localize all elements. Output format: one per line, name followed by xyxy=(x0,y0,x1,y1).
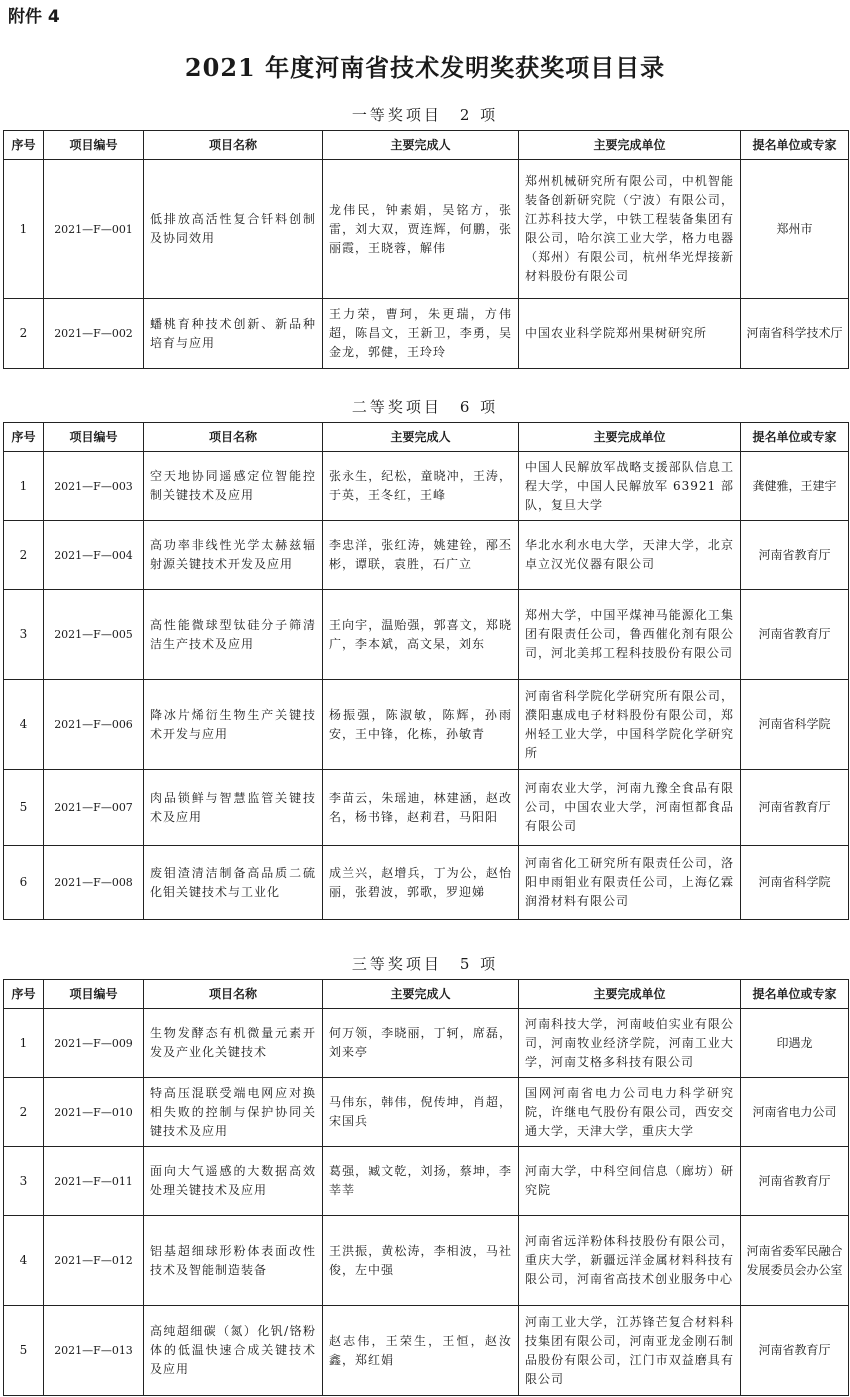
project-code-cell: 2021—F—006 xyxy=(44,680,144,770)
project-code-cell: 2021—F—009 xyxy=(44,1009,144,1078)
project-name-cell: 高纯超细碳（氮）化钒/铬粉体的低温快速合成关键技术及应用 xyxy=(144,1306,323,1396)
attachment-label: 附件 4 xyxy=(8,7,60,27)
main-contributors-cell: 杨振强，陈淑敏，陈辉，孙雨安，王中锋，化栋，孙敏青 xyxy=(323,680,519,770)
column-header: 项目名称 xyxy=(144,423,323,452)
main-units-cell: 国网河南省电力公司电力科学研究院，许继电气股份有限公司，西安交通大学，天津大学，重庆大学 xyxy=(519,1078,741,1147)
main-contributors-cell: 王力荣，曹珂，朱更瑞，方伟超，陈昌文，王新卫，李勇，吴金龙，郭健，王玲玲 xyxy=(323,299,519,369)
project-name-cell: 蟠桃育种技术创新、新品种培育与应用 xyxy=(144,299,323,369)
nominator-cell: 河南省教育厅 xyxy=(741,1306,849,1396)
nominator-cell: 河南省科学院 xyxy=(741,680,849,770)
main-contributors-cell: 王洪振，黄松涛，李相波，马社俊，左中强 xyxy=(323,1216,519,1306)
main-contributors-cell: 李苗云，朱瑶迪，林建涵，赵改名，杨书锋，赵莉君，马阳阳 xyxy=(323,770,519,846)
column-header: 项目编号 xyxy=(44,980,144,1009)
column-header: 主要完成人 xyxy=(323,980,519,1009)
row-number-cell: 1 xyxy=(4,452,44,521)
award-table xyxy=(3,130,849,369)
project-code-cell: 2021—F—013 xyxy=(44,1306,144,1396)
row-number-cell: 1 xyxy=(4,160,44,299)
nominator-cell: 河南省教育厅 xyxy=(741,1147,849,1216)
column-header: 提名单位或专家 xyxy=(741,131,849,160)
main-contributors-cell: 成兰兴，赵增兵，丁为公，赵怡丽，张碧波，郭歌，罗迎娣 xyxy=(323,846,519,920)
row-number-cell: 3 xyxy=(4,590,44,680)
column-header: 主要完成单位 xyxy=(519,423,741,452)
section-heading: 三等奖项目 5 项 xyxy=(351,955,499,973)
column-header: 序号 xyxy=(4,423,44,452)
nominator-cell: 龚健雅，王建宇 xyxy=(741,452,849,521)
main-contributors-cell: 李忠洋，张红涛，姚建铨，邴丕彬，谭联，袁胜，石广立 xyxy=(323,521,519,590)
nominator-cell: 河南省教育厅 xyxy=(741,770,849,846)
main-contributors-cell: 何万领，李晓丽，丁轲，席磊，刘来亭 xyxy=(323,1009,519,1078)
column-header: 提名单位或专家 xyxy=(741,423,849,452)
main-units-cell: 河南工业大学，江苏锋芒复合材料科技集团有限公司，河南亚龙金刚石制品股份有限公司，江门市双益磨具有限公司 xyxy=(519,1306,741,1396)
column-header: 主要完成单位 xyxy=(519,131,741,160)
project-code-cell: 2021—F—010 xyxy=(44,1078,144,1147)
table-row xyxy=(4,521,849,590)
project-code-cell: 2021—F—003 xyxy=(44,452,144,521)
table-header-row xyxy=(4,423,849,452)
main-units-cell: 河南省科学院化学研究所有限公司，濮阳惠成电子材料股份有限公司，郑州轻工业大学，中国科学院化学研究所 xyxy=(519,680,741,770)
main-units-cell: 中国农业科学院郑州果树研究所 xyxy=(519,299,741,369)
main-contributors-cell: 赵志伟，王荣生，王恒，赵汝鑫，郑红娟 xyxy=(323,1306,519,1396)
main-contributors-cell: 葛强，臧文乾，刘扬，蔡坤，李莘莘 xyxy=(323,1147,519,1216)
row-number-cell: 5 xyxy=(4,1306,44,1396)
row-number-cell: 2 xyxy=(4,521,44,590)
main-units-cell: 河南大学，中科空间信息（廊坊）研究院 xyxy=(519,1147,741,1216)
row-number-cell: 4 xyxy=(4,680,44,770)
column-header: 主要完成单位 xyxy=(519,980,741,1009)
table-row xyxy=(4,590,849,680)
section-heading: 一等奖项目 2 项 xyxy=(351,106,499,124)
table-row xyxy=(4,1009,849,1078)
row-number-cell: 2 xyxy=(4,299,44,369)
project-name-cell: 空天地协同遥感定位智能控制关键技术及应用 xyxy=(144,452,323,521)
award-table xyxy=(3,422,849,920)
project-code-cell: 2021—F—008 xyxy=(44,846,144,920)
column-header: 项目编号 xyxy=(44,131,144,160)
main-units-cell: 河南省化工研究所有限责任公司，洛阳申雨钼业有限责任公司，上海亿霖润滑材料有限公司 xyxy=(519,846,741,920)
project-code-cell: 2021—F—011 xyxy=(44,1147,144,1216)
main-units-cell: 华北水利水电大学，天津大学，北京卓立汉光仪器有限公司 xyxy=(519,521,741,590)
main-units-cell: 郑州机械研究所有限公司，中机智能装备创新研究院（宁波）有限公司，江苏科技大学，中铁工程装备集团有限公司，哈尔滨工业大学，格力电器（郑州）有限公司，杭州华光焊接新材料股份有限公司 xyxy=(519,160,741,299)
column-header: 项目编号 xyxy=(44,423,144,452)
table-row xyxy=(4,846,849,920)
main-units-cell: 郑州大学，中国平煤神马能源化工集团有限责任公司，鲁西催化剂有限公司，河北美邦工程科技股份有限公司 xyxy=(519,590,741,680)
table-row xyxy=(4,160,849,299)
project-name-cell: 面向大气遥感的大数据高效处理关键技术及应用 xyxy=(144,1147,323,1216)
project-code-cell: 2021—F—004 xyxy=(44,521,144,590)
project-name-cell: 肉品锁鲜与智慧监管关键技术及应用 xyxy=(144,770,323,846)
row-number-cell: 2 xyxy=(4,1078,44,1147)
nominator-cell: 印遇龙 xyxy=(741,1009,849,1078)
nominator-cell: 河南省委军民融合发展委员会办公室 xyxy=(741,1216,849,1306)
main-contributors-cell: 马伟东，韩伟，倪传坤，肖超，宋国兵 xyxy=(323,1078,519,1147)
table-row xyxy=(4,1216,849,1306)
row-number-cell: 5 xyxy=(4,770,44,846)
column-header: 序号 xyxy=(4,131,44,160)
main-units-cell: 河南省远洋粉体科技股份有限公司，重庆大学，新疆远洋金属材料科技有限公司，河南省高技术创业服务中心 xyxy=(519,1216,741,1306)
project-name-cell: 特高压混联受端电网应对换相失败的控制与保护协同关键技术及应用 xyxy=(144,1078,323,1147)
table-row xyxy=(4,1306,849,1396)
project-name-cell: 低排放高活性复合钎料创制及协同效用 xyxy=(144,160,323,299)
column-header: 主要完成人 xyxy=(323,131,519,160)
column-header: 主要完成人 xyxy=(323,423,519,452)
nominator-cell: 郑州市 xyxy=(741,160,849,299)
section-heading: 二等奖项目 6 项 xyxy=(351,398,499,416)
nominator-cell: 河南省电力公司 xyxy=(741,1078,849,1147)
award-table xyxy=(3,979,849,1396)
project-name-cell: 铝基超细球形粉体表面改性技术及智能制造装备 xyxy=(144,1216,323,1306)
project-code-cell: 2021—F—012 xyxy=(44,1216,144,1306)
table-row xyxy=(4,770,849,846)
column-header: 项目名称 xyxy=(144,980,323,1009)
project-code-cell: 2021—F—007 xyxy=(44,770,144,846)
row-number-cell: 6 xyxy=(4,846,44,920)
main-units-cell: 河南科技大学，河南岐伯实业有限公司，河南牧业经济学院，河南工业大学，河南艾格多科技有限公司 xyxy=(519,1009,741,1078)
page-title: 2021 年度河南省技术发明奖获奖项目目录 xyxy=(184,53,666,82)
main-contributors-cell: 王向宇，温贻强，郭喜文，郑晓广，李本斌，高文杲，刘东 xyxy=(323,590,519,680)
table-row xyxy=(4,1147,849,1216)
project-name-cell: 生物发酵态有机微量元素开发及产业化关键技术 xyxy=(144,1009,323,1078)
row-number-cell: 4 xyxy=(4,1216,44,1306)
project-name-cell: 高功率非线性光学太赫兹辐射源关键技术开发及应用 xyxy=(144,521,323,590)
table-row xyxy=(4,452,849,521)
row-number-cell: 3 xyxy=(4,1147,44,1216)
project-code-cell: 2021—F—001 xyxy=(44,160,144,299)
column-header: 序号 xyxy=(4,980,44,1009)
column-header: 项目名称 xyxy=(144,131,323,160)
project-name-cell: 高性能微球型钛硅分子筛清洁生产技术及应用 xyxy=(144,590,323,680)
main-contributors-cell: 张永生，纪松，童晓冲，王涛，于英，王冬红，王峰 xyxy=(323,452,519,521)
row-number-cell: 1 xyxy=(4,1009,44,1078)
table-header-row xyxy=(4,131,849,160)
nominator-cell: 河南省教育厅 xyxy=(741,590,849,680)
project-name-cell: 废钼渣清洁制备高品质二硫化钼关键技术与工业化 xyxy=(144,846,323,920)
nominator-cell: 河南省科学院 xyxy=(741,846,849,920)
table-header-row xyxy=(4,980,849,1009)
nominator-cell: 河南省科学技术厅 xyxy=(741,299,849,369)
column-header: 提名单位或专家 xyxy=(741,980,849,1009)
nominator-cell: 河南省教育厅 xyxy=(741,521,849,590)
table-row xyxy=(4,299,849,369)
project-name-cell: 降冰片烯衍生物生产关键技术开发与应用 xyxy=(144,680,323,770)
table-row xyxy=(4,1078,849,1147)
main-units-cell: 河南农业大学，河南九豫全食品有限公司，中国农业大学，河南恒都食品有限公司 xyxy=(519,770,741,846)
table-row xyxy=(4,680,849,770)
project-code-cell: 2021—F—002 xyxy=(44,299,144,369)
main-contributors-cell: 龙伟民，钟素娟，吴铭方，张雷，刘大双，贾连辉，何鹏，张丽霞，王晓蓉，解伟 xyxy=(323,160,519,299)
main-units-cell: 中国人民解放军战略支援部队信息工程大学，中国人民解放军 63921 部队，复旦大学 xyxy=(519,452,741,521)
project-code-cell: 2021—F—005 xyxy=(44,590,144,680)
